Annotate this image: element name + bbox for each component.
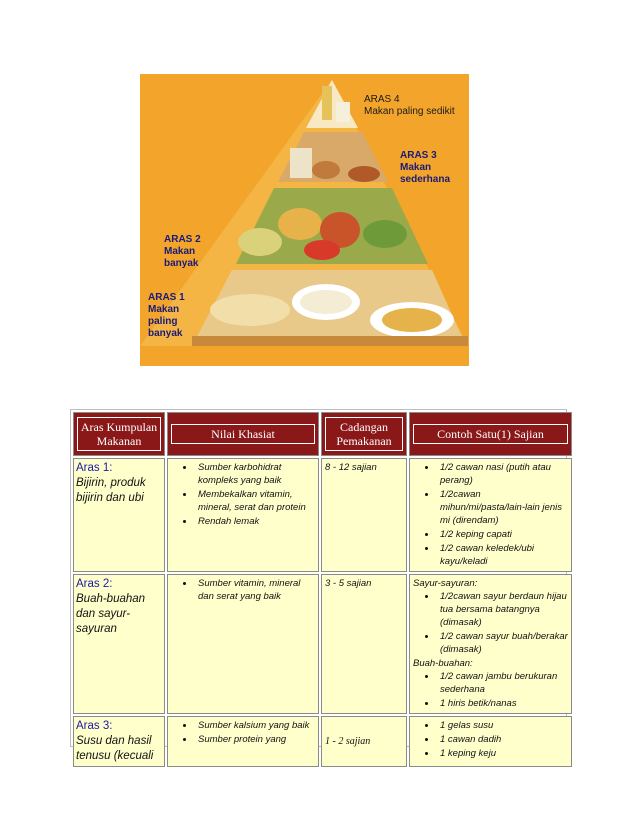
header-contoh: Contoh Satu(1) Sajian bbox=[409, 412, 572, 456]
list-item: • 1/2cawan mihun/mi/pasta/lain-lain jenis mi (direndam) bbox=[437, 488, 568, 527]
pyramid-label-aras-4: ARAS 4 Makan paling sedikit bbox=[364, 94, 455, 117]
food-group-table bbox=[70, 409, 568, 762]
table-row bbox=[73, 574, 572, 714]
row-3-cadangan: 1 - 2 sajian bbox=[321, 716, 407, 767]
table-header-row bbox=[73, 412, 572, 456]
list-item: • 1/2 cawan jambu berukuran sederhana bbox=[437, 670, 568, 696]
row-3-group-text: Susu dan hasil tenusu (kecuali bbox=[76, 735, 154, 762]
header-aras: Aras Kumpulan Makanan bbox=[73, 412, 165, 456]
row-2-aras: Aras 2: bbox=[76, 578, 113, 590]
row-3-nilai bbox=[167, 716, 319, 767]
list-item: • 1/2 cawan sayur buah/berakar (dimasak) bbox=[437, 630, 568, 656]
list-item: • Rendah lemak bbox=[195, 515, 315, 528]
row-1-group bbox=[73, 458, 165, 572]
row-2-nilai bbox=[167, 574, 319, 714]
row-1-contoh bbox=[409, 458, 572, 572]
list-item: • 1 keping keju bbox=[437, 747, 568, 760]
table-row bbox=[73, 458, 572, 572]
list-item: • 1/2 cawan keledek/ubi kayu/keladi bbox=[437, 542, 568, 568]
pyramid-label-aras-1: ARAS 1 Makan paling banyak bbox=[148, 292, 185, 339]
list-item: • Sumber vitamin, mineral dan serat yang baik bbox=[195, 577, 315, 603]
row-1-cadangan: 8 - 12 sajian bbox=[321, 458, 407, 572]
row-1-group-text: Bijirin, produk bijirin dan ubi bbox=[76, 477, 146, 504]
row-1-aras: Aras 1: bbox=[76, 462, 113, 474]
header-nilai: Nilai Khasiat bbox=[167, 412, 319, 456]
row-2-contoh-intro-2: Buah-buahan: bbox=[413, 658, 473, 669]
list-item: • Membekalkan vitamin, mineral, serat dan protein bbox=[195, 488, 315, 514]
row-3-group bbox=[73, 716, 165, 767]
list-item: • 1/2cawan sayur berdaun hijau tua bersama batangnya (dimasak) bbox=[437, 590, 568, 629]
list-item: • Sumber kalsium yang baik bbox=[195, 719, 315, 732]
row-2-contoh bbox=[409, 574, 572, 714]
pyramid-label-aras-3: ARAS 3 Makan sederhana bbox=[400, 150, 451, 185]
row-2-contoh-intro: Sayur-sayuran: bbox=[413, 578, 478, 589]
list-item: • 1 cawan dadih bbox=[437, 733, 568, 746]
row-2-group bbox=[73, 574, 165, 714]
header-cadangan: Cadangan Pemakanan bbox=[321, 412, 407, 456]
row-3-aras: Aras 3: bbox=[76, 720, 113, 732]
row-1-nilai bbox=[167, 458, 319, 572]
list-item: • 1/2 cawan nasi (putih atau perang) bbox=[437, 461, 568, 487]
list-item: • 1/2 keping capati bbox=[437, 528, 568, 541]
row-2-cadangan: 3 - 5 sajian bbox=[321, 574, 407, 714]
table-row bbox=[73, 716, 572, 767]
list-item: • 1 gelas susu bbox=[437, 719, 568, 732]
row-2-group-text: Buah-buahan dan sayur-sayuran bbox=[76, 593, 146, 635]
list-item: • Sumber karbohidrat kompleks yang baik bbox=[195, 461, 315, 487]
food-pyramid-image bbox=[140, 74, 469, 366]
list-item: • 1 hiris betik/nanas bbox=[437, 697, 568, 710]
pyramid-label-aras-2: ARAS 2 Makan banyak bbox=[164, 234, 201, 269]
list-item: • Sumber protein yang bbox=[195, 733, 315, 746]
row-3-contoh bbox=[409, 716, 572, 767]
